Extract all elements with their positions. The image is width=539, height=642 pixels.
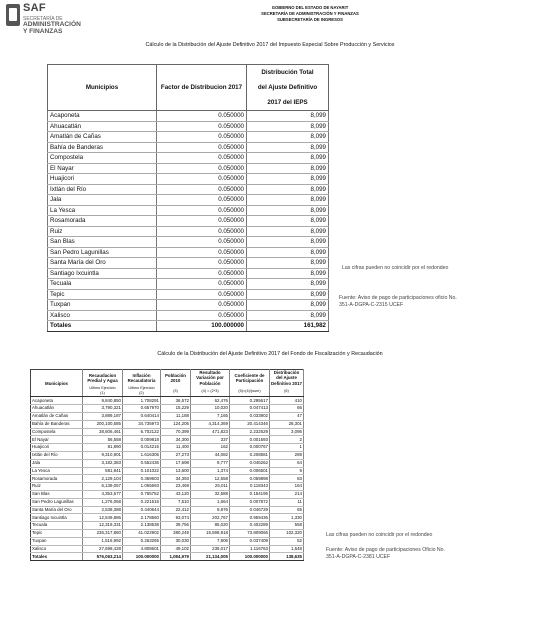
table2-row (31, 452, 304, 460)
table1-row (48, 163, 329, 174)
factor-cell: 0.050000 (157, 279, 247, 290)
poblacion-cell: 22,412 (161, 506, 191, 514)
distribucion-cell: 8,099 (247, 174, 329, 185)
table2-row (31, 475, 304, 483)
factor-cell: 0.050000 (157, 111, 247, 122)
distribucion-cell: 8,099 (247, 268, 329, 279)
coeficiente-cell: 73.809066 (230, 530, 270, 538)
recaudacion-cell: 2,129,104 (83, 475, 123, 483)
municipio-cell: San Blas (31, 491, 83, 499)
saf-logo-icon (6, 4, 20, 26)
table2-row (31, 506, 304, 514)
table1-rounding-note: Las cifras pueden no coincidir por el redondeo (342, 265, 449, 271)
header-line-1: GOBIERNO DEL ESTADO DE NAYARIT (271, 5, 349, 10)
municipio-cell: Xalisco (48, 310, 157, 321)
table2-row (31, 436, 304, 444)
table2-row (31, 444, 304, 452)
table2-row (31, 498, 304, 506)
logo-line-2: ADMINISTRACIÓN (23, 21, 81, 28)
inf-sub: Ultimo Ejercicio (128, 385, 155, 390)
inflacion-cell: 2.138538 (123, 522, 161, 530)
municipio-cell: Tecuala (48, 279, 157, 290)
poblacion-cell: 380,249 (161, 530, 191, 538)
distribucion-cell: 1 (270, 444, 304, 452)
recaudacion-cell: 9,310,901 (83, 452, 123, 460)
municipio-cell: Rosamorada (31, 475, 83, 483)
table2-row (31, 545, 304, 553)
inflacion-cell: 1.616305 (123, 452, 161, 460)
factor-cell: 0.050000 (157, 310, 247, 321)
distribucion-cell: 1,548 (270, 545, 304, 553)
inflacion-cell: 6.702122 (123, 428, 161, 436)
distribucion-cell: 28,301 (270, 420, 304, 428)
table1-row (48, 289, 329, 300)
poblacion-cell: 7,510 (161, 498, 191, 506)
recaudacion-cell: 3,790,321 (83, 405, 123, 413)
table1-row (48, 268, 329, 279)
col2-poblacion-sub: (3) (161, 386, 191, 397)
total-label: Totales (48, 321, 157, 332)
inflacion-cell: 0.101022 (123, 467, 161, 475)
distribucion-cell: 8,099 (247, 132, 329, 143)
recaudacion-cell: 12,319,331 (83, 522, 123, 530)
municipio-cell: Acaponeta (31, 397, 83, 405)
distribucion-cell: 3,095 (270, 428, 304, 436)
municipio-cell: Compostela (48, 153, 157, 164)
municipio-cell: Huajicori (31, 444, 83, 452)
table1-row (48, 216, 329, 227)
recaudacion-cell: 6,139,057 (83, 483, 123, 491)
coeficiente-cell: 0.402289 (230, 522, 270, 530)
table1-row (48, 300, 329, 311)
distribucion-cell: 65 (270, 506, 304, 514)
col-distribucion-3: 2017 del IEPS (247, 95, 329, 111)
municipio-cell: Tuxpan (31, 537, 83, 545)
resultado-cell: 471,823 (191, 428, 230, 436)
coeficiente-cell: 0.208581 (230, 452, 270, 460)
municipio-cell: La Yesca (48, 205, 157, 216)
coeficiente-cell: 0.295617 (230, 397, 270, 405)
col2-resultado-sub: (4) = (2*3) (191, 386, 230, 397)
distribucion-cell: 9 (270, 467, 304, 475)
municipio-cell: San Pedro Lagunillas (31, 498, 83, 506)
factor-cell: 0.050000 (157, 174, 247, 185)
table2-source-line-1: Fuente: Aviso de pago de participaciones Oficio No. (326, 547, 446, 553)
recaudacion-cell: 581,941 (83, 467, 123, 475)
recaudacion-cell: 3,889,187 (83, 413, 123, 421)
col2-inflacion-sub (123, 386, 161, 397)
poblacion-cell: 124,205 (161, 420, 191, 428)
factor-cell: 0.050000 (157, 300, 247, 311)
coeficiente-cell: 0.046262 (230, 459, 270, 467)
resultado-cell: 9,876 (191, 506, 230, 514)
recaudacion-cell: 2,538,388 (83, 506, 123, 514)
table1-title: Cálculo de la Distribución del Ajuste Definitivo 2017 del Impuesto Especial Sobre Producción y Servicios (145, 42, 395, 48)
recaudacion-cell: 1,276,068 (83, 498, 123, 506)
factor-cell: 0.050000 (157, 121, 247, 132)
coeficiente-cell: 0.000767 (230, 444, 270, 452)
inf-n: (2) (139, 391, 144, 396)
coeficiente-cell: 0.006501 (230, 467, 270, 475)
coeficiente-cell: 0.118343 (230, 483, 270, 491)
factor-cell: 0.050000 (157, 132, 247, 143)
municipio-cell: Santa María del Oro (48, 258, 157, 269)
inflacion-cell: 0.440644 (123, 506, 161, 514)
factor-cell: 0.050000 (157, 153, 247, 164)
table2-rounding-note: Las cifras pueden no coincidir por el redondeo (326, 532, 433, 538)
resultado-cell: 1,374 (191, 467, 230, 475)
inflacion-cell: 1.065693 (123, 483, 161, 491)
distribucion-cell: 214 (270, 491, 304, 499)
col-factor: Factor de Distribucion 2017 (157, 65, 247, 111)
table2-row (31, 467, 304, 475)
recaudacion-cell: 27,698,428 (83, 545, 123, 553)
table1-row (48, 121, 329, 132)
poblacion-cell: 36,572 (161, 397, 191, 405)
total-factor: 100.000000 (157, 321, 247, 332)
recaudacion-cell: 38,606,461 (83, 428, 123, 436)
factor-cell: 0.050000 (157, 142, 247, 153)
distribucion-cell: 102,320 (270, 530, 304, 538)
recaudacion-cell: 1,516,992 (83, 537, 123, 545)
factor-cell: 0.050000 (157, 216, 247, 227)
municipio-cell: Ixtlán del Río (48, 184, 157, 195)
municipio-cell: Huajicori (48, 174, 157, 185)
total-coeficiente-cell: 100.000000 (230, 553, 270, 561)
table1-row (48, 247, 329, 258)
distribucion-cell: 8,099 (247, 226, 329, 237)
resultado-cell: 32,588 (191, 491, 230, 499)
distribucion-cell: 8,099 (247, 258, 329, 269)
resultado-cell: 202,767 (191, 514, 230, 522)
table1-row (48, 258, 329, 269)
municipio-cell: Ahuacatlán (48, 121, 157, 132)
table1-row (48, 174, 329, 185)
distribucion-cell: 2 (270, 436, 304, 444)
factor-cell: 0.050000 (157, 205, 247, 216)
table2-row (31, 537, 304, 545)
municipio-cell: Ahuacatlán (31, 405, 83, 413)
inflacion-cell: 0.657970 (123, 405, 161, 413)
municipio-cell: Ruiz (48, 226, 157, 237)
factor-cell: 0.050000 (157, 184, 247, 195)
municipio-cell: Tecuala (31, 522, 83, 530)
distribucion-cell: 8,099 (247, 237, 329, 248)
poblacion-cell: 11,400 (161, 444, 191, 452)
table1-row (48, 142, 329, 153)
table1-row (48, 226, 329, 237)
municipio-cell: Amatlán de Cañas (48, 132, 157, 143)
inflacion-cell: 4.808601 (123, 545, 161, 553)
poblacion-cell: 23,469 (161, 483, 191, 491)
coeficiente-cell: 0.059898 (230, 475, 270, 483)
distribucion-cell: 64 (270, 459, 304, 467)
rec-n: (1) (100, 391, 105, 396)
resultado-cell: 10,020 (191, 405, 230, 413)
table1-row (48, 132, 329, 143)
table1-row (48, 195, 329, 206)
municipio-cell: Tuxpan (48, 300, 157, 311)
coeficiente-cell: 0.001593 (230, 436, 270, 444)
factor-cell: 0.050000 (157, 289, 247, 300)
distribucion-cell: 410 (270, 397, 304, 405)
inflacion-cell: 0.009818 (123, 436, 161, 444)
col2-coeficiente-sub: (5)=(4)/(sum) (230, 386, 270, 397)
poblacion-cell: 34,393 (161, 475, 191, 483)
table1-row (48, 111, 329, 122)
recaudacion-cell: 12,549,886 (83, 514, 123, 522)
factor-cell: 0.050000 (157, 195, 247, 206)
table1-row (48, 205, 329, 216)
factor-cell: 0.050000 (157, 247, 247, 258)
recaudacion-cell: 236,317,860 (83, 530, 123, 538)
coeficiente-cell: 0.154195 (230, 491, 270, 499)
table1-source-line-2: 351-A-DGPA-C-2315 UCEF (339, 302, 404, 308)
total-resultado-cell: 21,134,005 (191, 553, 230, 561)
inflacion-cell: 1.708291 (123, 397, 161, 405)
coeficiente-cell: 0.037409 (230, 537, 270, 545)
factor-cell: 0.050000 (157, 268, 247, 279)
ffr-distribution-table (30, 369, 304, 561)
distribucion-cell: 8,099 (247, 310, 329, 321)
municipio-cell: Ruiz (31, 483, 83, 491)
col2-resultado: Resultado Variación por Población (191, 370, 230, 386)
table1-source-line-1: Fuente: Aviso de pago de participaciones oficio No. (339, 295, 457, 301)
distribucion-cell: 558 (270, 522, 304, 530)
poblacion-cell: 39,756 (161, 522, 191, 530)
distribucion-cell: 1,330 (270, 514, 304, 522)
distribucion-cell: 8,099 (247, 205, 329, 216)
poblacion-cell: 34,300 (161, 436, 191, 444)
recaudacion-cell: 9,840,850 (83, 397, 123, 405)
inflacion-cell: 0.014215 (123, 444, 161, 452)
poblacion-cell: 49,102 (161, 545, 191, 553)
logo-line-3: Y FINANZAS (23, 28, 63, 35)
logo-line-1: SECRETARÍA DE (23, 16, 63, 22)
table1-row (48, 237, 329, 248)
poblacion-cell: 93,074 (161, 514, 191, 522)
factor-cell: 0.050000 (157, 226, 247, 237)
municipio-cell: Santa María del Oro (31, 506, 83, 514)
government-header (200, 5, 420, 23)
table2-row (31, 413, 304, 421)
total-recaudacion-cell: 576,063,214 (83, 553, 123, 561)
resultado-cell: 12,658 (191, 475, 230, 483)
table2-source-line-2: 351-A-DGPA-C-2381 UCEF (326, 554, 391, 560)
table2-title: Cálculo de la Distribución del Ajuste Definitivo 2017 del Fondo de Fiscalización y Recaudación (157, 351, 383, 357)
inflacion-cell: 41.022902 (123, 530, 161, 538)
table2-row (31, 397, 304, 405)
distribucion-cell: 83 (270, 475, 304, 483)
recaudacion-cell: 81,890 (83, 444, 123, 452)
resultado-cell: 25,011 (191, 483, 230, 491)
saf-logo (6, 2, 82, 36)
col-municipios: Municipios (48, 65, 157, 111)
col2-coeficiente: Coeficiente de Participación (230, 370, 270, 386)
municipio-cell: Rosamorada (48, 216, 157, 227)
header-line-2: SECRETARÍA DE ADMINISTRACIÓN Y FINANZAS (261, 11, 359, 16)
table1-row (48, 279, 329, 290)
municipio-cell: Jala (31, 459, 83, 467)
municipio-cell: Tepic (48, 289, 157, 300)
distribucion-cell: 52 (270, 537, 304, 545)
table2-row (31, 459, 304, 467)
col-distribucion-1: Distribución Total (247, 65, 329, 81)
ieps-distribution-table (47, 64, 329, 332)
coeficiente-cell: 20.414346 (230, 420, 270, 428)
resultado-cell: 9,777 (191, 459, 230, 467)
table1-row (48, 184, 329, 195)
header-line-3: SUBSECRETARÍA DE INGRESOS (277, 17, 343, 22)
distribucion-cell: 11 (270, 498, 304, 506)
col2-distribucion-sub: (6) (270, 386, 304, 397)
table2-row (31, 530, 304, 538)
municipio-cell: Santiago Ixcuintla (48, 268, 157, 279)
resultado-cell: 337 (191, 436, 230, 444)
resultado-cell: 4,314,369 (191, 420, 230, 428)
distribucion-cell: 8,099 (247, 111, 329, 122)
recaudacion-cell: 200,100,585 (83, 420, 123, 428)
distribucion-cell: 8,099 (247, 142, 329, 153)
resultado-cell: 62,476 (191, 397, 230, 405)
col2-recaudacion-sub (83, 386, 123, 397)
municipio-cell: El Nayar (31, 436, 83, 444)
coeficiente-cell: 1.116763 (230, 545, 270, 553)
poblacion-cell: 13,600 (161, 467, 191, 475)
col2-municipios: Municipios (31, 370, 83, 397)
distribucion-cell: 8,099 (247, 289, 329, 300)
municipio-cell: Santiago Ixcuintla (31, 514, 83, 522)
logo-big: SAF (23, 2, 46, 14)
distribucion-cell: 47 (270, 413, 304, 421)
inflacion-cell: 0.552436 (123, 459, 161, 467)
poblacion-cell: 30,030 (161, 537, 191, 545)
inflacion-cell: 2.178560 (123, 514, 161, 522)
table1-total-row (48, 321, 329, 332)
poblacion-cell: 43,120 (161, 491, 191, 499)
factor-cell: 0.050000 (157, 237, 247, 248)
recaudacion-cell: 3,182,383 (83, 459, 123, 467)
inflacion-cell: 0.221515 (123, 498, 161, 506)
distribucion-cell: 8,099 (247, 279, 329, 290)
rec-sub: Ultimo Ejercicio (89, 385, 116, 390)
table2-row (31, 522, 304, 530)
inflacion-cell: 34.735973 (123, 420, 161, 428)
distribucion-cell: 8,099 (247, 184, 329, 195)
col2-inflacion: Inflación Recaudatoria (123, 370, 161, 386)
col2-recaudacion: Recaudacion Predial y Agua (83, 370, 123, 386)
poblacion-cell: 11,188 (161, 413, 191, 421)
distribucion-cell: 8,099 (247, 300, 329, 311)
municipio-cell: San Blas (48, 237, 157, 248)
table2-row (31, 483, 304, 491)
municipio-cell: Tepic (31, 530, 83, 538)
poblacion-cell: 70,399 (161, 428, 191, 436)
resultado-cell: 85,020 (191, 522, 230, 530)
distribucion-cell: 8,099 (247, 153, 329, 164)
total-inflacion-cell: 100.000000 (123, 553, 161, 561)
distribucion-cell: 8,099 (247, 195, 329, 206)
municipio-cell: Jala (48, 195, 157, 206)
total-municipio-cell: Totales (31, 553, 83, 561)
distribucion-cell: 8,099 (247, 216, 329, 227)
inflacion-cell: 0.755752 (123, 491, 161, 499)
col2-poblacion: Población 2010 (161, 370, 191, 386)
recaudacion-cell: 56,558 (83, 436, 123, 444)
coeficiente-cell: 0.047413 (230, 405, 270, 413)
distribucion-cell: 164 (270, 483, 304, 491)
table2-row (31, 428, 304, 436)
resultado-cell: 7,165 (191, 413, 230, 421)
coeficiente-cell: 0.959436 (230, 514, 270, 522)
table2-row (31, 491, 304, 499)
total-distribucion: 161,982 (247, 321, 329, 332)
municipio-cell: El Nayar (48, 163, 157, 174)
table2-row (31, 420, 304, 428)
coeficiente-cell: 0.033902 (230, 413, 270, 421)
municipio-cell: La Yesca (31, 467, 83, 475)
table1-row (48, 153, 329, 164)
municipio-cell: Acaponeta (48, 111, 157, 122)
resultado-cell: 1,664 (191, 498, 230, 506)
poblacion-cell: 17,698 (161, 459, 191, 467)
municipio-cell: Amatlán de Cañas (31, 413, 83, 421)
col2-distribucion: Distribución del Ajuste Definitivo 2017 (271, 370, 302, 386)
recaudacion-cell: 4,353,577 (83, 491, 123, 499)
factor-cell: 0.050000 (157, 163, 247, 174)
table2-row (31, 514, 304, 522)
poblacion-cell: 27,273 (161, 452, 191, 460)
inflacion-cell: 0.369603 (123, 475, 161, 483)
distribucion-cell: 66 (270, 405, 304, 413)
distribucion-cell: 8,099 (247, 121, 329, 132)
poblacion-cell: 15,229 (161, 405, 191, 413)
resultado-cell: 162 (191, 444, 230, 452)
table2-total-row (31, 553, 304, 561)
coeficiente-cell: 0.007872 (230, 498, 270, 506)
municipio-cell: Xalisco (31, 545, 83, 553)
municipio-cell: Ixtlán del Río (31, 452, 83, 460)
total-distribucion-cell: 138,635 (270, 553, 304, 561)
municipio-cell: Bahía de Banderas (31, 420, 83, 428)
inflacion-cell: 0.640414 (123, 413, 161, 421)
resultado-cell: 44,082 (191, 452, 230, 460)
municipio-cell: Bahía de Banderas (48, 142, 157, 153)
resultado-cell: 7,906 (191, 537, 230, 545)
distribucion-cell: 8,099 (247, 247, 329, 258)
distribucion-cell: 8,099 (247, 163, 329, 174)
resultado-cell: 236,017 (191, 545, 230, 553)
distribucion-cell: 289 (270, 452, 304, 460)
inflacion-cell: 0.263265 (123, 537, 161, 545)
col-distribucion-2: del Ajuste Definitivo (247, 80, 329, 95)
municipio-cell: San Pedro Lagunillas (48, 247, 157, 258)
table2-row (31, 405, 304, 413)
municipio-cell: Compostela (31, 428, 83, 436)
coeficiente-cell: 0.046729 (230, 506, 270, 514)
factor-cell: 0.050000 (157, 258, 247, 269)
total-poblacion-cell: 1,084,979 (161, 553, 191, 561)
coeficiente-cell: 2.232529 (230, 428, 270, 436)
resultado-cell: 15,598,918 (191, 530, 230, 538)
table1-row (48, 310, 329, 321)
